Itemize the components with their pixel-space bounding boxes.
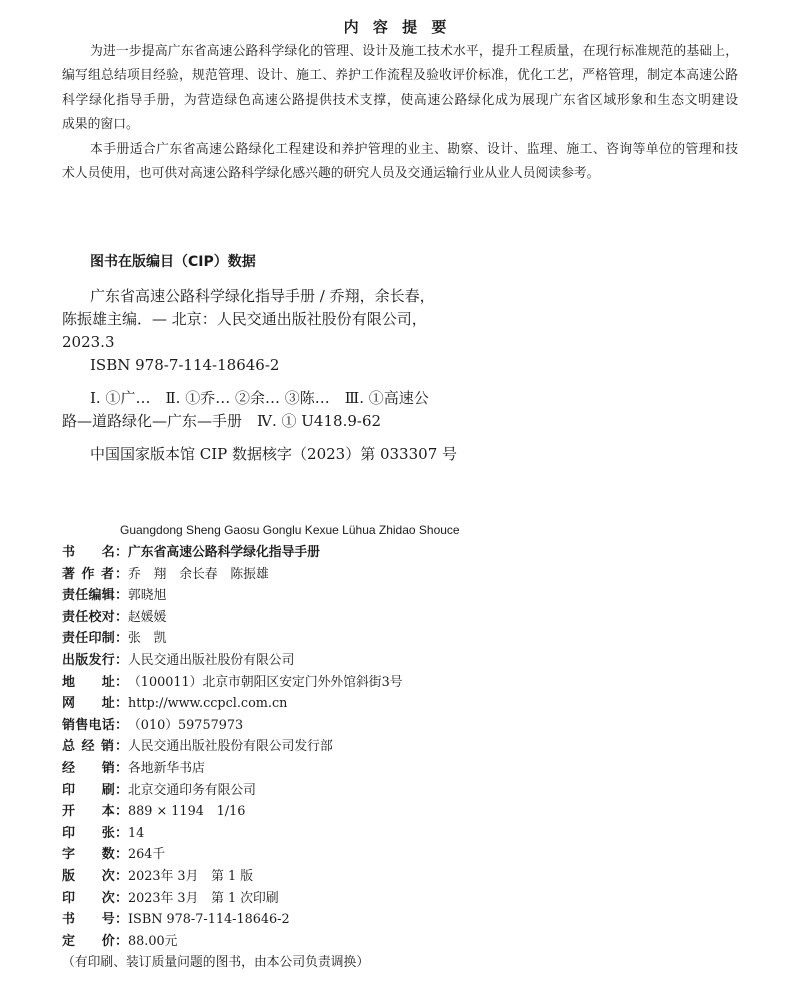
summary-paragraph (62, 138, 738, 187)
website-row (62, 691, 742, 713)
cip-isbn-line: ISBN 978-7-114-18646-2 (90, 356, 280, 374)
colophon-label: 责任编辑： (62, 588, 128, 604)
colophon-value: 88.00元 (128, 933, 178, 949)
summary-line: 编写组总结项目经验，规范管理、设计、施工、养护工作流程及验收评价标准，优化工艺，严格管理，制定本高速公路 (62, 68, 738, 84)
word-count-row (62, 842, 742, 864)
colophon-label: 印 张： (62, 825, 128, 841)
cip-title-line: 广东省高速公路科学绿化指导手册 / 乔翔，余长春， (90, 287, 435, 305)
colophon-value: http://www.ccpcl.com.cn (128, 696, 288, 712)
sales-phone-row (62, 713, 742, 735)
colophon-label: 字 数： (62, 847, 128, 863)
summary-section (62, 40, 738, 186)
publisher-row (62, 648, 742, 670)
colophon-label: 地 址： (62, 674, 128, 690)
retailer-row (62, 756, 742, 778)
summary-title: 内 容 提 要 (343, 18, 447, 36)
pinyin-title: Guangdong Sheng Gaosu Gonglu Kexue Lühua Zhidao Shouce (120, 523, 460, 537)
editor-row (62, 583, 742, 605)
colophon-value: 北京交通印务有限公司 (128, 782, 256, 798)
general-distributor-row (62, 734, 742, 756)
colophon-value: 889 × 1194 1/16 (128, 804, 246, 820)
summary-line: 术人员使用，也可供对高速公路科学绿化感兴趣的研究人员及交通运输行业从业人员阅读参考。 (62, 166, 600, 182)
colophon-value: 乔 翔 余长春 陈振雄 (128, 566, 269, 582)
colophon-value: 14 (128, 825, 145, 841)
colophon-label: 总 经 销： (62, 739, 128, 755)
proofreader-row (62, 605, 742, 627)
colophon-label: 印 次： (62, 890, 128, 906)
colophon-label: 书 名： (62, 545, 128, 560)
cip-record (62, 285, 457, 466)
cip-subject-line: Ⅰ. ①广… Ⅱ. ①乔… ②余… ③陈… Ⅲ. ①高速公 (90, 389, 429, 407)
colophon-label: 出版发行： (62, 652, 128, 668)
cip-publisher-line: 陈振雄主编．— 北京：人民交通出版社股份有限公司， (62, 310, 427, 328)
edition-row (62, 864, 742, 886)
format-row (62, 799, 742, 821)
summary-line: 本手册适合广东省高速公路绿化工程建设和养护管理的业主、勘察、设计、监理、施工、咨询等单位的管理和技 (90, 141, 738, 157)
colophon-value: 2023年 3月 第 1 次印刷 (128, 890, 279, 906)
colophon-label: 著 作 者： (62, 566, 128, 582)
colophon-value: 郭晓旭 (128, 588, 167, 604)
colophon-label: 销售电话： (62, 717, 128, 733)
colophon-label: 书 号： (62, 912, 128, 928)
cip-heading: 图书在版编目（CIP）数据 (90, 254, 256, 270)
colophon-label: 版 次： (62, 868, 128, 884)
quality-note-row (62, 950, 742, 972)
book-title-row (62, 540, 742, 562)
colophon-value: ISBN 978-7-114-18646-2 (128, 912, 290, 928)
colophon (62, 540, 742, 972)
colophon-label: 印 刷： (62, 782, 128, 798)
cip-number-line: 中国国家版本馆 CIP 数据核字（2023）第 033307 号 (90, 445, 458, 463)
printer-row (62, 778, 742, 800)
quality-note: （有印刷、装订质量问题的图书，由本公司负责调换） (62, 955, 370, 971)
isbn-row (62, 907, 742, 929)
printing-row (62, 886, 742, 908)
price-row (62, 929, 742, 951)
colophon-label: 责任校对： (62, 609, 128, 625)
colophon-label: 经 销： (62, 760, 128, 776)
colophon-value: 人民交通出版社股份有限公司发行部 (128, 739, 333, 755)
cip-subject-line: 路—道路绿化—广东—手册 Ⅳ. ① U418.9-62 (62, 412, 382, 430)
summary-line: 为进一步提高广东省高速公路科学绿化的管理、设计及施工技术水平，提升工程质量，在现行标准规范的基础上， (90, 44, 738, 59)
colophon-value: 人民交通出版社股份有限公司 (128, 652, 295, 668)
colophon-value: （010）59757973 (128, 717, 244, 733)
colophon-value: 赵媛媛 (128, 609, 167, 625)
colophon-label: 开 本： (62, 804, 128, 820)
colophon-label: 责任印制： (62, 631, 128, 647)
colophon-value: 264千 (128, 847, 166, 863)
colophon-value: 2023年 3月 第 1 版 (128, 868, 254, 884)
authors-row (62, 562, 742, 584)
address-row (62, 670, 742, 692)
summary-line: 成果的窗口。 (62, 117, 139, 133)
colophon-value: （100011）北京市朝阳区安定门外外馆斜街3号 (128, 674, 403, 690)
colophon-value: 广东省高速公路科学绿化指导手册 (128, 545, 320, 560)
colophon-label: 定 价： (62, 933, 128, 949)
summary-paragraph (62, 40, 738, 138)
print-supervisor-row (62, 626, 742, 648)
cip-date-line: 2023.3 (62, 333, 115, 351)
colophon-label: 网 址： (62, 696, 128, 712)
printed-sheets-row (62, 821, 742, 843)
colophon-value: 张 凯 (128, 631, 167, 647)
colophon-value: 各地新华书店 (128, 760, 205, 776)
summary-line: 科学绿化指导手册，为营造绿色高速公路提供技术支撑，使高速公路绿化成为展现广东省区域形象和生态文明建设 (62, 92, 738, 108)
